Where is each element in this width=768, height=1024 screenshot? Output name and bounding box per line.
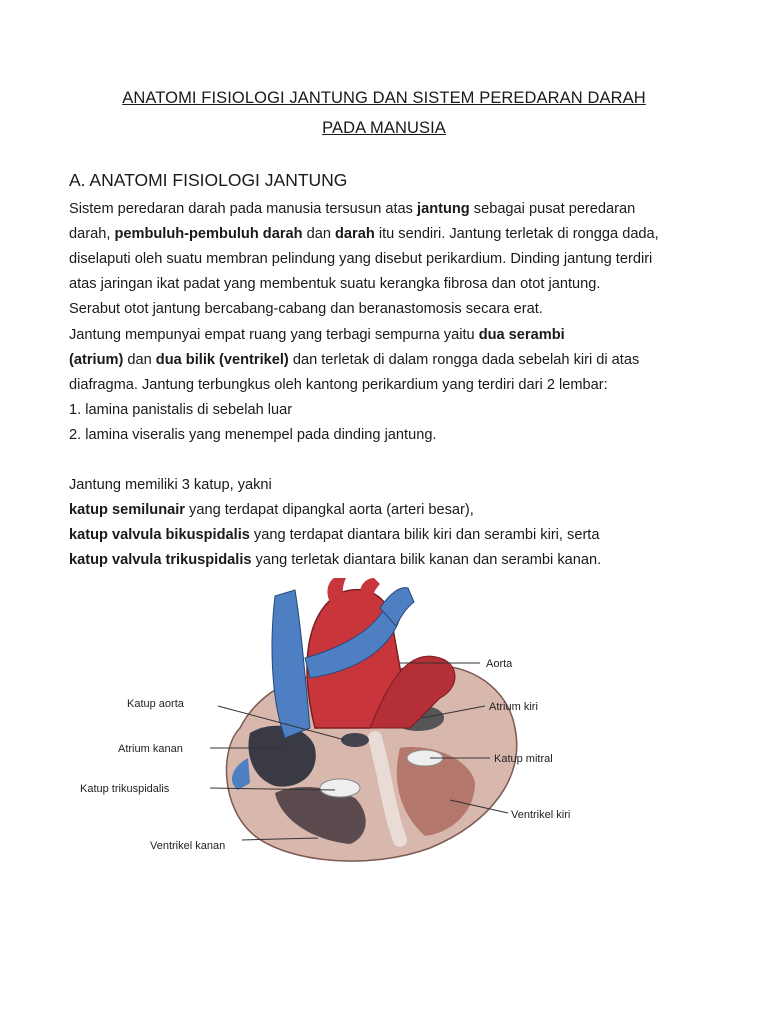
text-run: Jantung mempunyai empat ruang yang terbagi sempurna yaitu [69, 326, 479, 343]
section-a-line-2 [69, 224, 659, 244]
label-ventrikel-kanan: Ventrikel kanan [150, 840, 226, 852]
text-run: yang terdapat diantara bilik kiri dan serambi kiri, serta [249, 527, 600, 544]
text-run: 2. lamina viseralis yang menempel pada dinding jantung. [69, 426, 437, 443]
bold-term: (atrium) [69, 351, 124, 368]
text-run: Sistem peredaran darah pada manusia tersusun atas [69, 201, 418, 217]
section-a-line-5 [69, 299, 543, 319]
text-run: Jantung memiliki 3 katup, yakni [69, 477, 272, 493]
bold-term: pembuluh-pembuluh darah [114, 226, 303, 243]
text-run: Serabut otot jantung bercabang-cabang dan beranastomosis secara erat. [69, 301, 543, 318]
text-run: yang terletak diantara bilik kanan dan serambi kanan. [251, 552, 602, 569]
document-title-line-1: ANATOMI FISIOLOGI JANTUNG DAN SISTEM PEREDARAN DARAH [122, 89, 646, 107]
label-katup-trikuspidalis: Katup trikuspidalis [80, 783, 170, 795]
label-katup-mitral: Katup mitral [494, 753, 553, 765]
aorta-branch-1 [327, 578, 346, 602]
aortic-valve [341, 733, 369, 747]
section-a-line-8 [69, 375, 608, 395]
document-title-line-2: PADA MANUSIA [322, 119, 446, 137]
text-run: dan [123, 351, 156, 368]
text-run: dan [302, 226, 336, 243]
label-katup-aorta: Katup aorta [127, 698, 184, 710]
text-run: diselaputi oleh suatu membran pelindung yang disebut perikardium. Dinding jantung terdiri [69, 251, 653, 268]
section-a-line-6 [69, 325, 565, 345]
bold-term: katup valvula trikuspidalis [69, 552, 252, 569]
bold-term: darah [335, 226, 375, 243]
section-heading: A. ANATOMI FISIOLOGI JANTUNG [69, 170, 348, 190]
text-run: darah, [69, 226, 115, 243]
section-a-line-7 [69, 350, 639, 370]
text-run: yang terdapat dipangkal aorta (arteri besar), [184, 502, 474, 519]
label-atrium-kanan: Atrium kanan [118, 743, 183, 755]
bold-term: katup semilunair [69, 502, 185, 519]
label-aorta: Aorta [486, 658, 513, 670]
text-run: sebagai pusat peredaran [469, 201, 636, 217]
label-ventrikel-kiri: Ventrikel kiri [511, 809, 571, 821]
text-run: itu sendiri. Jantung terletak di rongga dada, [374, 226, 659, 243]
heart-anatomy-diagram [70, 578, 610, 868]
section-a-line-10 [69, 425, 437, 445]
section-a-line-3 [69, 249, 652, 269]
text-run: diafragma. Jantung terbungkus oleh kantong perikardium yang terdiri dari 2 lembar: [69, 376, 608, 393]
bold-term: dua bilik (ventrikel) [155, 351, 289, 368]
valves-line-1 [69, 475, 272, 495]
bold-term: jantung [417, 201, 470, 217]
section-a-line-1 [69, 199, 635, 219]
bold-term: dua serambi [478, 326, 565, 343]
text-run: 1. lamina panistalis di sebelah luar [69, 401, 293, 418]
text-run: atas jaringan ikat padat yang membentuk suatu kerangka fibrosa dan otot jantung. [69, 276, 601, 293]
section-a-line-4 [69, 274, 600, 294]
text-run: dan terletak di dalam rongga dada sebelah kiri di atas [288, 351, 640, 368]
valves-line-2 [69, 500, 474, 520]
valves-line-3 [69, 525, 599, 545]
label-atrium-kiri: Atrium kiri [489, 701, 538, 713]
bold-term: katup valvula bikuspidalis [69, 527, 250, 544]
valves-line-4 [69, 550, 601, 570]
tricuspid-valve [320, 779, 360, 797]
section-a-line-9 [69, 400, 292, 420]
